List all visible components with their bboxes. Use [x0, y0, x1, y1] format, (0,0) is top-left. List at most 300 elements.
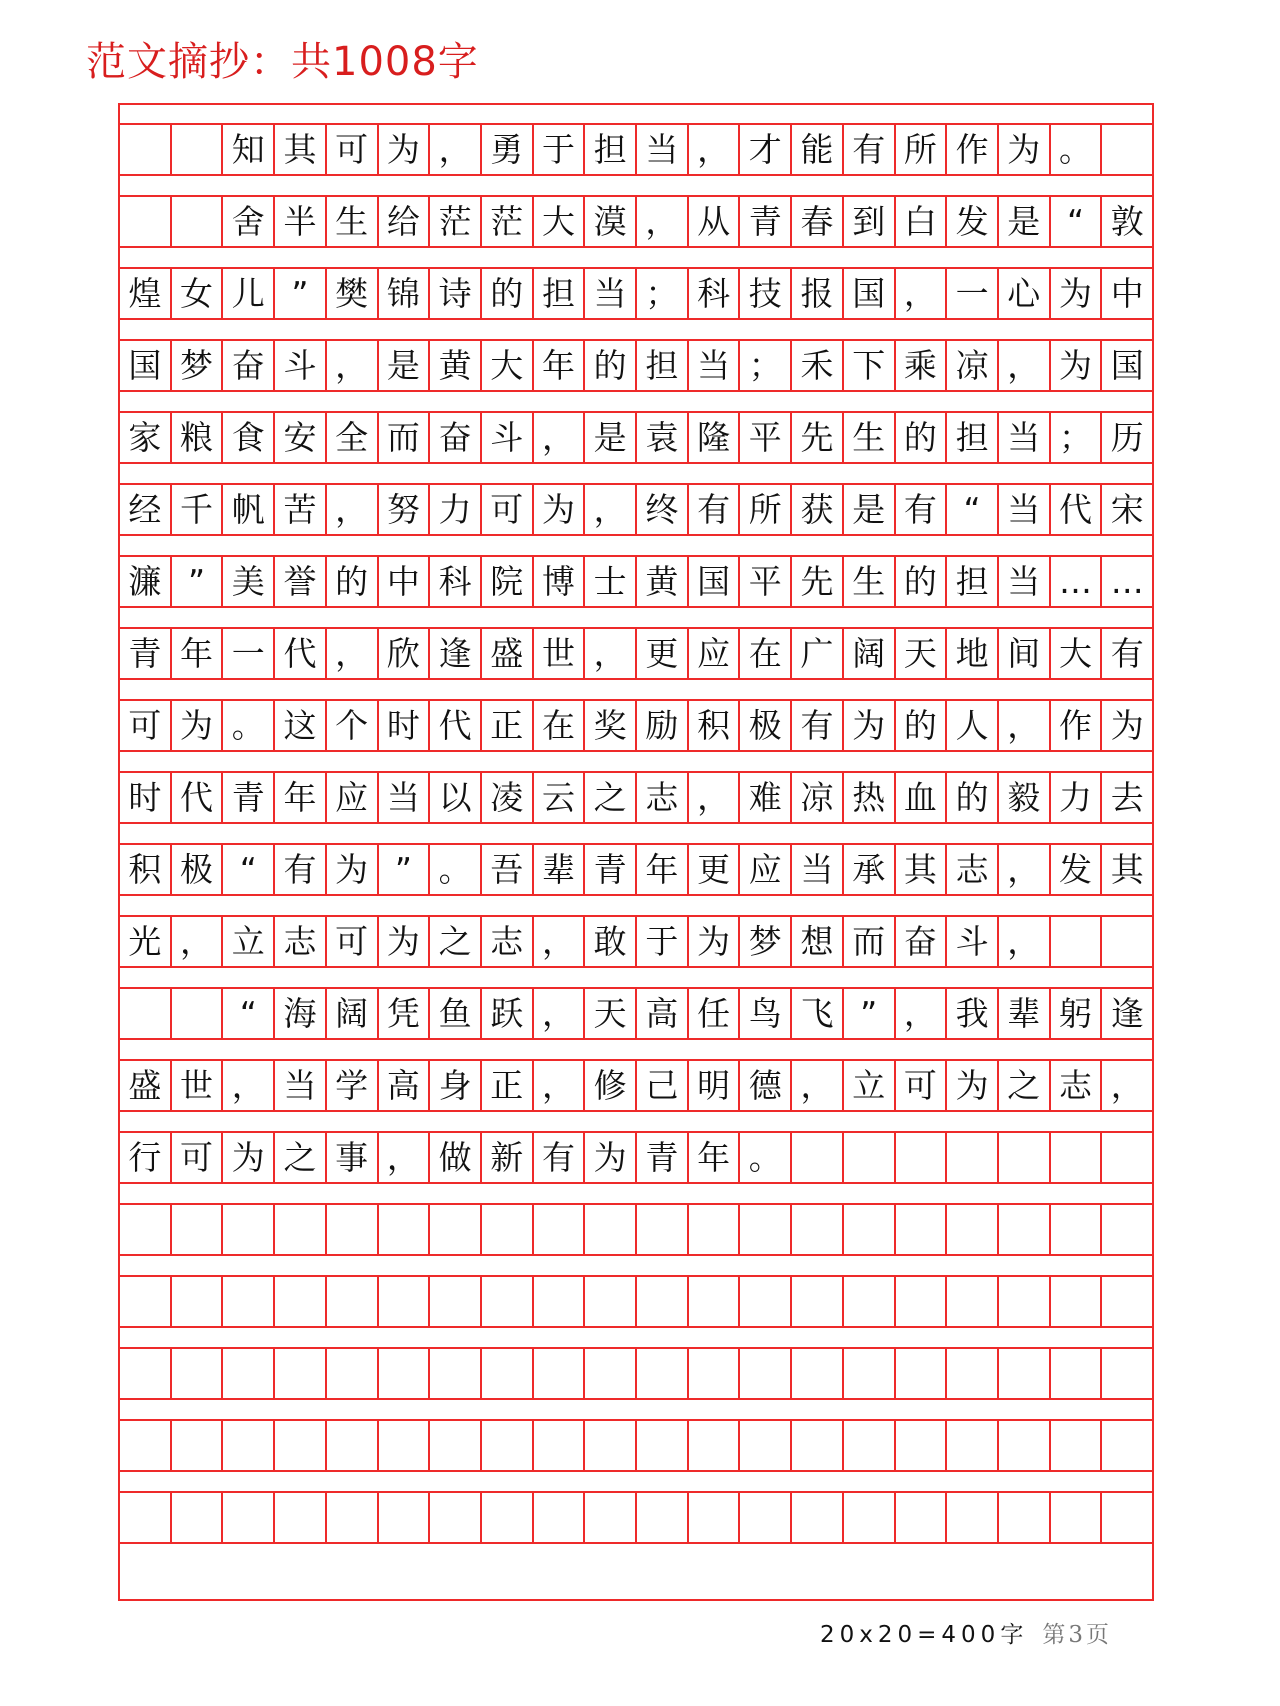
grid-cell: 间: [997, 629, 1049, 678]
grid-cell: “: [945, 485, 997, 534]
grid-cell: [273, 1349, 325, 1398]
grid-cell: 极: [738, 701, 790, 750]
grid-cell: 阔: [325, 989, 377, 1038]
grid-cell: 努: [377, 485, 429, 534]
grid-cell: 年: [170, 629, 222, 678]
grid-cell: [532, 1493, 584, 1542]
grid-cell: ，: [532, 917, 584, 966]
grid-cell: 当: [377, 773, 429, 822]
grid-row: [120, 483, 1152, 536]
grid-row: [120, 1275, 1152, 1328]
grid-cell: 为: [842, 701, 894, 750]
grid-cell: [120, 1277, 170, 1326]
grid-cell: 之: [583, 773, 635, 822]
grid-cell: ，: [997, 917, 1049, 966]
grid-cell: [894, 1205, 946, 1254]
grid-row: [120, 123, 1152, 176]
grid-cell: 国: [842, 269, 894, 318]
page-footer: [820, 1616, 1112, 1649]
grid-cell: [687, 1349, 739, 1398]
grid-cell: [894, 1493, 946, 1542]
grid-cell: 茫: [428, 197, 480, 246]
grid-cell: 这: [273, 701, 325, 750]
grid-cell: 可: [325, 125, 377, 174]
grid-cell: 志: [945, 845, 997, 894]
grid-cell: 身: [428, 1061, 480, 1110]
grid-cell: 煌: [128, 274, 162, 313]
grid-cell: 的: [325, 557, 377, 606]
grid-cell: 为: [1049, 269, 1101, 318]
grid-cell: 应: [325, 773, 377, 822]
grid-cell: [170, 1205, 222, 1254]
grid-cell: 我: [945, 989, 997, 1038]
grid-cell: 平: [738, 557, 790, 606]
grid-cell: [997, 1205, 1049, 1254]
grid-cell: ，: [532, 989, 584, 1038]
grid-cell: 儿: [221, 269, 273, 318]
grid-cell: 广: [790, 629, 842, 678]
grid-cell: 可: [894, 1061, 946, 1110]
grid-cell: 的: [894, 701, 946, 750]
grid-cell: 修: [583, 1061, 635, 1110]
grid-cell: 之: [428, 917, 480, 966]
grid-cell: [1100, 1493, 1152, 1542]
grid-cell: 高: [635, 989, 687, 1038]
grid-cell: [945, 1133, 997, 1182]
grid-cell: 更: [687, 845, 739, 894]
grid-cell: [894, 1133, 946, 1182]
grid-cell: 为: [583, 1133, 635, 1182]
grid-cell: 当: [273, 1061, 325, 1110]
grid-row: [120, 1203, 1152, 1256]
grid-cell: 青: [583, 845, 635, 894]
grid-cell: 所: [894, 125, 946, 174]
grid-cell: 大: [1049, 629, 1101, 678]
grid-cell: [1049, 1421, 1101, 1470]
grid-cell: 宋: [1100, 485, 1152, 534]
grid-cell: 当: [583, 269, 635, 318]
grid-cell: 代: [273, 629, 325, 678]
grid-cell: 斗: [480, 413, 532, 462]
grid-cell: 濂: [128, 562, 162, 601]
grid-cell: 中: [377, 557, 429, 606]
grid-cell: [635, 1205, 687, 1254]
grid-row: [120, 1059, 1152, 1112]
grid-cell: [120, 1493, 170, 1542]
grid-cell: [635, 1421, 687, 1470]
grid-cell: 在: [738, 629, 790, 678]
grid-cell: [428, 1277, 480, 1326]
grid-cell: [170, 125, 222, 174]
grid-cell: 热: [842, 773, 894, 822]
grid-cell: 青: [738, 197, 790, 246]
grid-cell: [687, 1421, 739, 1470]
grid-cell: 凉: [945, 341, 997, 390]
grid-cell: [894, 1421, 946, 1470]
grid-cell: [790, 1493, 842, 1542]
grid-cell: [120, 197, 170, 246]
grid-cell: 国: [128, 346, 162, 385]
grid-cell: [325, 1349, 377, 1398]
grid-cell: 力: [1049, 773, 1101, 822]
grid-cell: [945, 1277, 997, 1326]
grid-cell: [532, 1205, 584, 1254]
grid-cell: [273, 1493, 325, 1542]
grid-row: [120, 1419, 1152, 1472]
grid-cell: 舍: [221, 197, 273, 246]
grid-cell: 凭: [377, 989, 429, 1038]
grid-cell: [997, 1277, 1049, 1326]
grid-cell: 隆: [687, 413, 739, 462]
grid-cell: 奋: [894, 917, 946, 966]
grid-cell: 是: [583, 413, 635, 462]
grid-cell: [325, 1421, 377, 1470]
grid-cell: 大: [480, 341, 532, 390]
grid-cell: [1049, 917, 1101, 966]
grid-cell: ，: [997, 701, 1049, 750]
grid-cell: 黄: [428, 341, 480, 390]
grid-cell: [583, 1421, 635, 1470]
grid-cell: 科: [687, 269, 739, 318]
grid-cell: [842, 1493, 894, 1542]
grid-cell: 担: [532, 269, 584, 318]
grid-cell: 血: [894, 773, 946, 822]
grid-cell: [377, 1493, 429, 1542]
grid-cell: 地: [945, 629, 997, 678]
grid-cell: ，: [687, 125, 739, 174]
grid-cell: 盛: [480, 629, 532, 678]
page-title: 范文摘抄：共1008字: [86, 39, 479, 85]
grid-cell: [170, 1421, 222, 1470]
grid-cell: 敦: [1100, 197, 1152, 246]
grid-cell: [221, 1205, 273, 1254]
grid-cell: 生: [325, 197, 377, 246]
grid-cell: 毅: [997, 773, 1049, 822]
grid-cell: 时: [128, 778, 162, 817]
grid-cell: 。: [1049, 125, 1101, 174]
grid-cell: 誉: [273, 557, 325, 606]
grid-cell: 海: [273, 989, 325, 1038]
grid-cell: 粮: [170, 413, 222, 462]
grid-cell: 以: [428, 773, 480, 822]
grid-cell: 代: [1049, 485, 1101, 534]
grid-cell: 食: [221, 413, 273, 462]
grid-cell: ，: [428, 125, 480, 174]
grid-cell: ，: [221, 1061, 273, 1110]
grid-row: [120, 771, 1152, 824]
grid-cell: 作: [1049, 701, 1101, 750]
grid-row: [120, 627, 1152, 680]
grid-cell: [428, 1349, 480, 1398]
grid-cell: 才: [738, 125, 790, 174]
grid-cell: 先: [790, 413, 842, 462]
grid-cell: 白: [894, 197, 946, 246]
grid-cell: [842, 1205, 894, 1254]
grid-cell: 躬: [1049, 989, 1101, 1038]
grid-cell: [480, 1421, 532, 1470]
grid-cell: [120, 125, 170, 174]
grid-cell: 之: [273, 1133, 325, 1182]
grid-cell: [325, 1205, 377, 1254]
grid-cell: 明: [687, 1061, 739, 1110]
grid-cell: 斗: [273, 341, 325, 390]
grid-cell: 青: [635, 1133, 687, 1182]
grid-cell: ，: [997, 341, 1049, 390]
grid-cell: 经: [128, 490, 162, 529]
grid-cell: 积: [128, 850, 162, 889]
grid-cell: [583, 1493, 635, 1542]
grid-cell: [170, 989, 222, 1038]
grid-cell: 为: [1100, 701, 1152, 750]
grid-cell: ，: [635, 197, 687, 246]
grid-row: [120, 555, 1152, 608]
grid-cell: 天: [583, 989, 635, 1038]
grid-cell: 知: [221, 125, 273, 174]
grid-cell: 历: [1100, 413, 1152, 462]
grid-cell: 而: [377, 413, 429, 462]
grid-size-label: 20x20=400字: [820, 1622, 1029, 1648]
grid-cell: 立: [221, 917, 273, 966]
grid-cell: 志: [635, 773, 687, 822]
grid-cell: 为: [532, 485, 584, 534]
grid-cell: [480, 1205, 532, 1254]
grid-row: [120, 339, 1152, 392]
grid-cell: 女: [170, 269, 222, 318]
grid-cell: [1100, 125, 1152, 174]
grid-cell: 千: [170, 485, 222, 534]
grid-cell: 人: [945, 701, 997, 750]
grid-cell: 给: [377, 197, 429, 246]
grid-cell: 梦: [170, 341, 222, 390]
grid-cell: [1100, 1349, 1152, 1398]
grid-cell: 可: [128, 706, 162, 745]
grid-cell: 其: [894, 845, 946, 894]
grid-cell: 担: [635, 341, 687, 390]
grid-cell: [842, 1349, 894, 1398]
grid-cell: [273, 1421, 325, 1470]
grid-row: [120, 699, 1152, 752]
grid-cell: [635, 1493, 687, 1542]
grid-cell: 立: [842, 1061, 894, 1110]
grid-cell: 鸟: [738, 989, 790, 1038]
grid-cell: 年: [687, 1133, 739, 1182]
grid-cell: 高: [377, 1061, 429, 1110]
grid-cell: ，: [894, 269, 946, 318]
grid-cell: 敢: [583, 917, 635, 966]
grid-cell: …: [1100, 557, 1152, 606]
grid-cell: 志: [1049, 1061, 1101, 1110]
grid-cell: 当: [687, 341, 739, 390]
grid-cell: 年: [635, 845, 687, 894]
grid-cell: 乘: [894, 341, 946, 390]
grid-cell: 为: [945, 1061, 997, 1110]
grid-cell: [377, 1421, 429, 1470]
grid-cell: [583, 1205, 635, 1254]
grid-cell: 志: [273, 917, 325, 966]
grid-cell: 。: [738, 1133, 790, 1182]
grid-cell: [1049, 1133, 1101, 1182]
grid-cell: [894, 1277, 946, 1326]
grid-cell: 鱼: [428, 989, 480, 1038]
grid-cell: [170, 1277, 222, 1326]
grid-cell: 做: [428, 1133, 480, 1182]
grid-cell: [273, 1205, 325, 1254]
grid-cell: ，: [325, 341, 377, 390]
grid-cell: [945, 1493, 997, 1542]
grid-cell: 年: [532, 341, 584, 390]
grid-cell: ，: [790, 1061, 842, 1110]
grid-cell: ”: [170, 557, 222, 606]
grid-cell: 为: [377, 917, 429, 966]
grid-cell: ，: [1100, 1061, 1152, 1110]
grid-cell: 有: [894, 485, 946, 534]
grid-cell: “: [221, 845, 273, 894]
grid-cell: 科: [428, 557, 480, 606]
grid-cell: 时: [377, 701, 429, 750]
grid-cell: 个: [325, 701, 377, 750]
grid-cell: 的: [583, 341, 635, 390]
grid-cell: 。: [221, 701, 273, 750]
grid-cell: 更: [635, 629, 687, 678]
grid-cell: ；: [738, 341, 790, 390]
grid-cell: 作: [945, 125, 997, 174]
grid-cell: 当: [997, 413, 1049, 462]
grid-cell: 云: [532, 773, 584, 822]
grid-cell: 可: [170, 1133, 222, 1182]
grid-cell: 生: [842, 557, 894, 606]
grid-cell: 袁: [635, 413, 687, 462]
grid-cell: ，: [532, 1061, 584, 1110]
grid-cell: [583, 1349, 635, 1398]
grid-cell: 极: [170, 845, 222, 894]
grid-cell: 黄: [635, 557, 687, 606]
grid-cell: [842, 1277, 894, 1326]
grid-cell: 为: [170, 701, 222, 750]
grid-cell: [635, 1349, 687, 1398]
grid-cell: 青: [221, 773, 273, 822]
grid-cell: 家: [128, 418, 162, 457]
grid-cell: ”: [377, 845, 429, 894]
grid-cell: [687, 1493, 739, 1542]
grid-cell: 发: [945, 197, 997, 246]
grid-cell: 代: [428, 701, 480, 750]
grid-cell: 梦: [738, 917, 790, 966]
grid-cell: [377, 1349, 429, 1398]
grid-cell: 的: [894, 557, 946, 606]
grid-cell: 其: [273, 125, 325, 174]
grid-cell: [687, 1205, 739, 1254]
grid-cell: 半: [273, 197, 325, 246]
grid-cell: 有: [273, 845, 325, 894]
grid-cell: 的: [945, 773, 997, 822]
grid-cell: [945, 1205, 997, 1254]
grid-row: [120, 411, 1152, 464]
grid-cell: [790, 1205, 842, 1254]
grid-row: [120, 1131, 1152, 1184]
grid-cell: 当: [790, 845, 842, 894]
grid-cell: 担: [945, 557, 997, 606]
grid-cell: ”: [842, 989, 894, 1038]
grid-cell: [480, 1277, 532, 1326]
grid-cell: [428, 1421, 480, 1470]
grid-cell: [325, 1277, 377, 1326]
grid-cell: [790, 1421, 842, 1470]
grid-cell: 下: [842, 341, 894, 390]
grid-cell: 全: [325, 413, 377, 462]
grid-row: [120, 1347, 1152, 1400]
grid-row: [120, 843, 1152, 896]
grid-cell: 先: [790, 557, 842, 606]
grid-cell: 有: [1100, 629, 1152, 678]
grid-cell: 逢: [1100, 989, 1152, 1038]
grid-cell: 美: [221, 557, 273, 606]
grid-cell: 任: [687, 989, 739, 1038]
grid-cell: [687, 1277, 739, 1326]
grid-cell: 有: [790, 701, 842, 750]
grid-cell: 力: [428, 485, 480, 534]
grid-cell: 凌: [480, 773, 532, 822]
grid-cell: [170, 197, 222, 246]
grid-cell: 可: [480, 485, 532, 534]
grid-cell: 于: [635, 917, 687, 966]
grid-cell: ；: [1049, 413, 1101, 462]
grid-cell: [894, 1349, 946, 1398]
grid-cell: 斗: [945, 917, 997, 966]
grid-cell: 到: [842, 197, 894, 246]
grid-cell: 有: [687, 485, 739, 534]
grid-cell: 是: [997, 197, 1049, 246]
grid-cell: [738, 1277, 790, 1326]
grid-cell: [1049, 1205, 1101, 1254]
grid-cell: 为: [687, 917, 739, 966]
grid-cell: [738, 1205, 790, 1254]
grid-cell: 在: [532, 701, 584, 750]
grid-cell: 年: [273, 773, 325, 822]
page-number-label: 第3页: [1042, 1622, 1112, 1648]
grid-cell: 辈: [532, 845, 584, 894]
grid-cell: 终: [635, 485, 687, 534]
grid-cell: …: [1049, 557, 1101, 606]
grid-cell: 阔: [842, 629, 894, 678]
grid-cell: ，: [325, 629, 377, 678]
grid-cell: 技: [738, 269, 790, 318]
grid-cell: 为: [325, 845, 377, 894]
grid-cell: [738, 1493, 790, 1542]
grid-cell: 帆: [221, 485, 273, 534]
grid-cell: ”: [273, 269, 325, 318]
grid-cell: 光: [128, 922, 162, 961]
grid-cell: [1100, 1277, 1152, 1326]
grid-cell: [325, 1493, 377, 1542]
grid-cell: [997, 1349, 1049, 1398]
grid-cell: 积: [687, 701, 739, 750]
grid-cell: [120, 989, 170, 1038]
grid-cell: 己: [635, 1061, 687, 1110]
grid-cell: 奖: [583, 701, 635, 750]
grid-cell: 的: [894, 413, 946, 462]
grid-cell: 院: [480, 557, 532, 606]
grid-cell: 当: [997, 485, 1049, 534]
grid-cell: [945, 1421, 997, 1470]
grid-cell: “: [221, 989, 273, 1038]
grid-cell: 担: [945, 413, 997, 462]
grid-cell: 可: [325, 917, 377, 966]
grid-cell: 所: [738, 485, 790, 534]
grid-cell: 应: [738, 845, 790, 894]
grid-cell: 当: [997, 557, 1049, 606]
grid-cell: [790, 1349, 842, 1398]
grid-cell: [790, 1133, 842, 1182]
